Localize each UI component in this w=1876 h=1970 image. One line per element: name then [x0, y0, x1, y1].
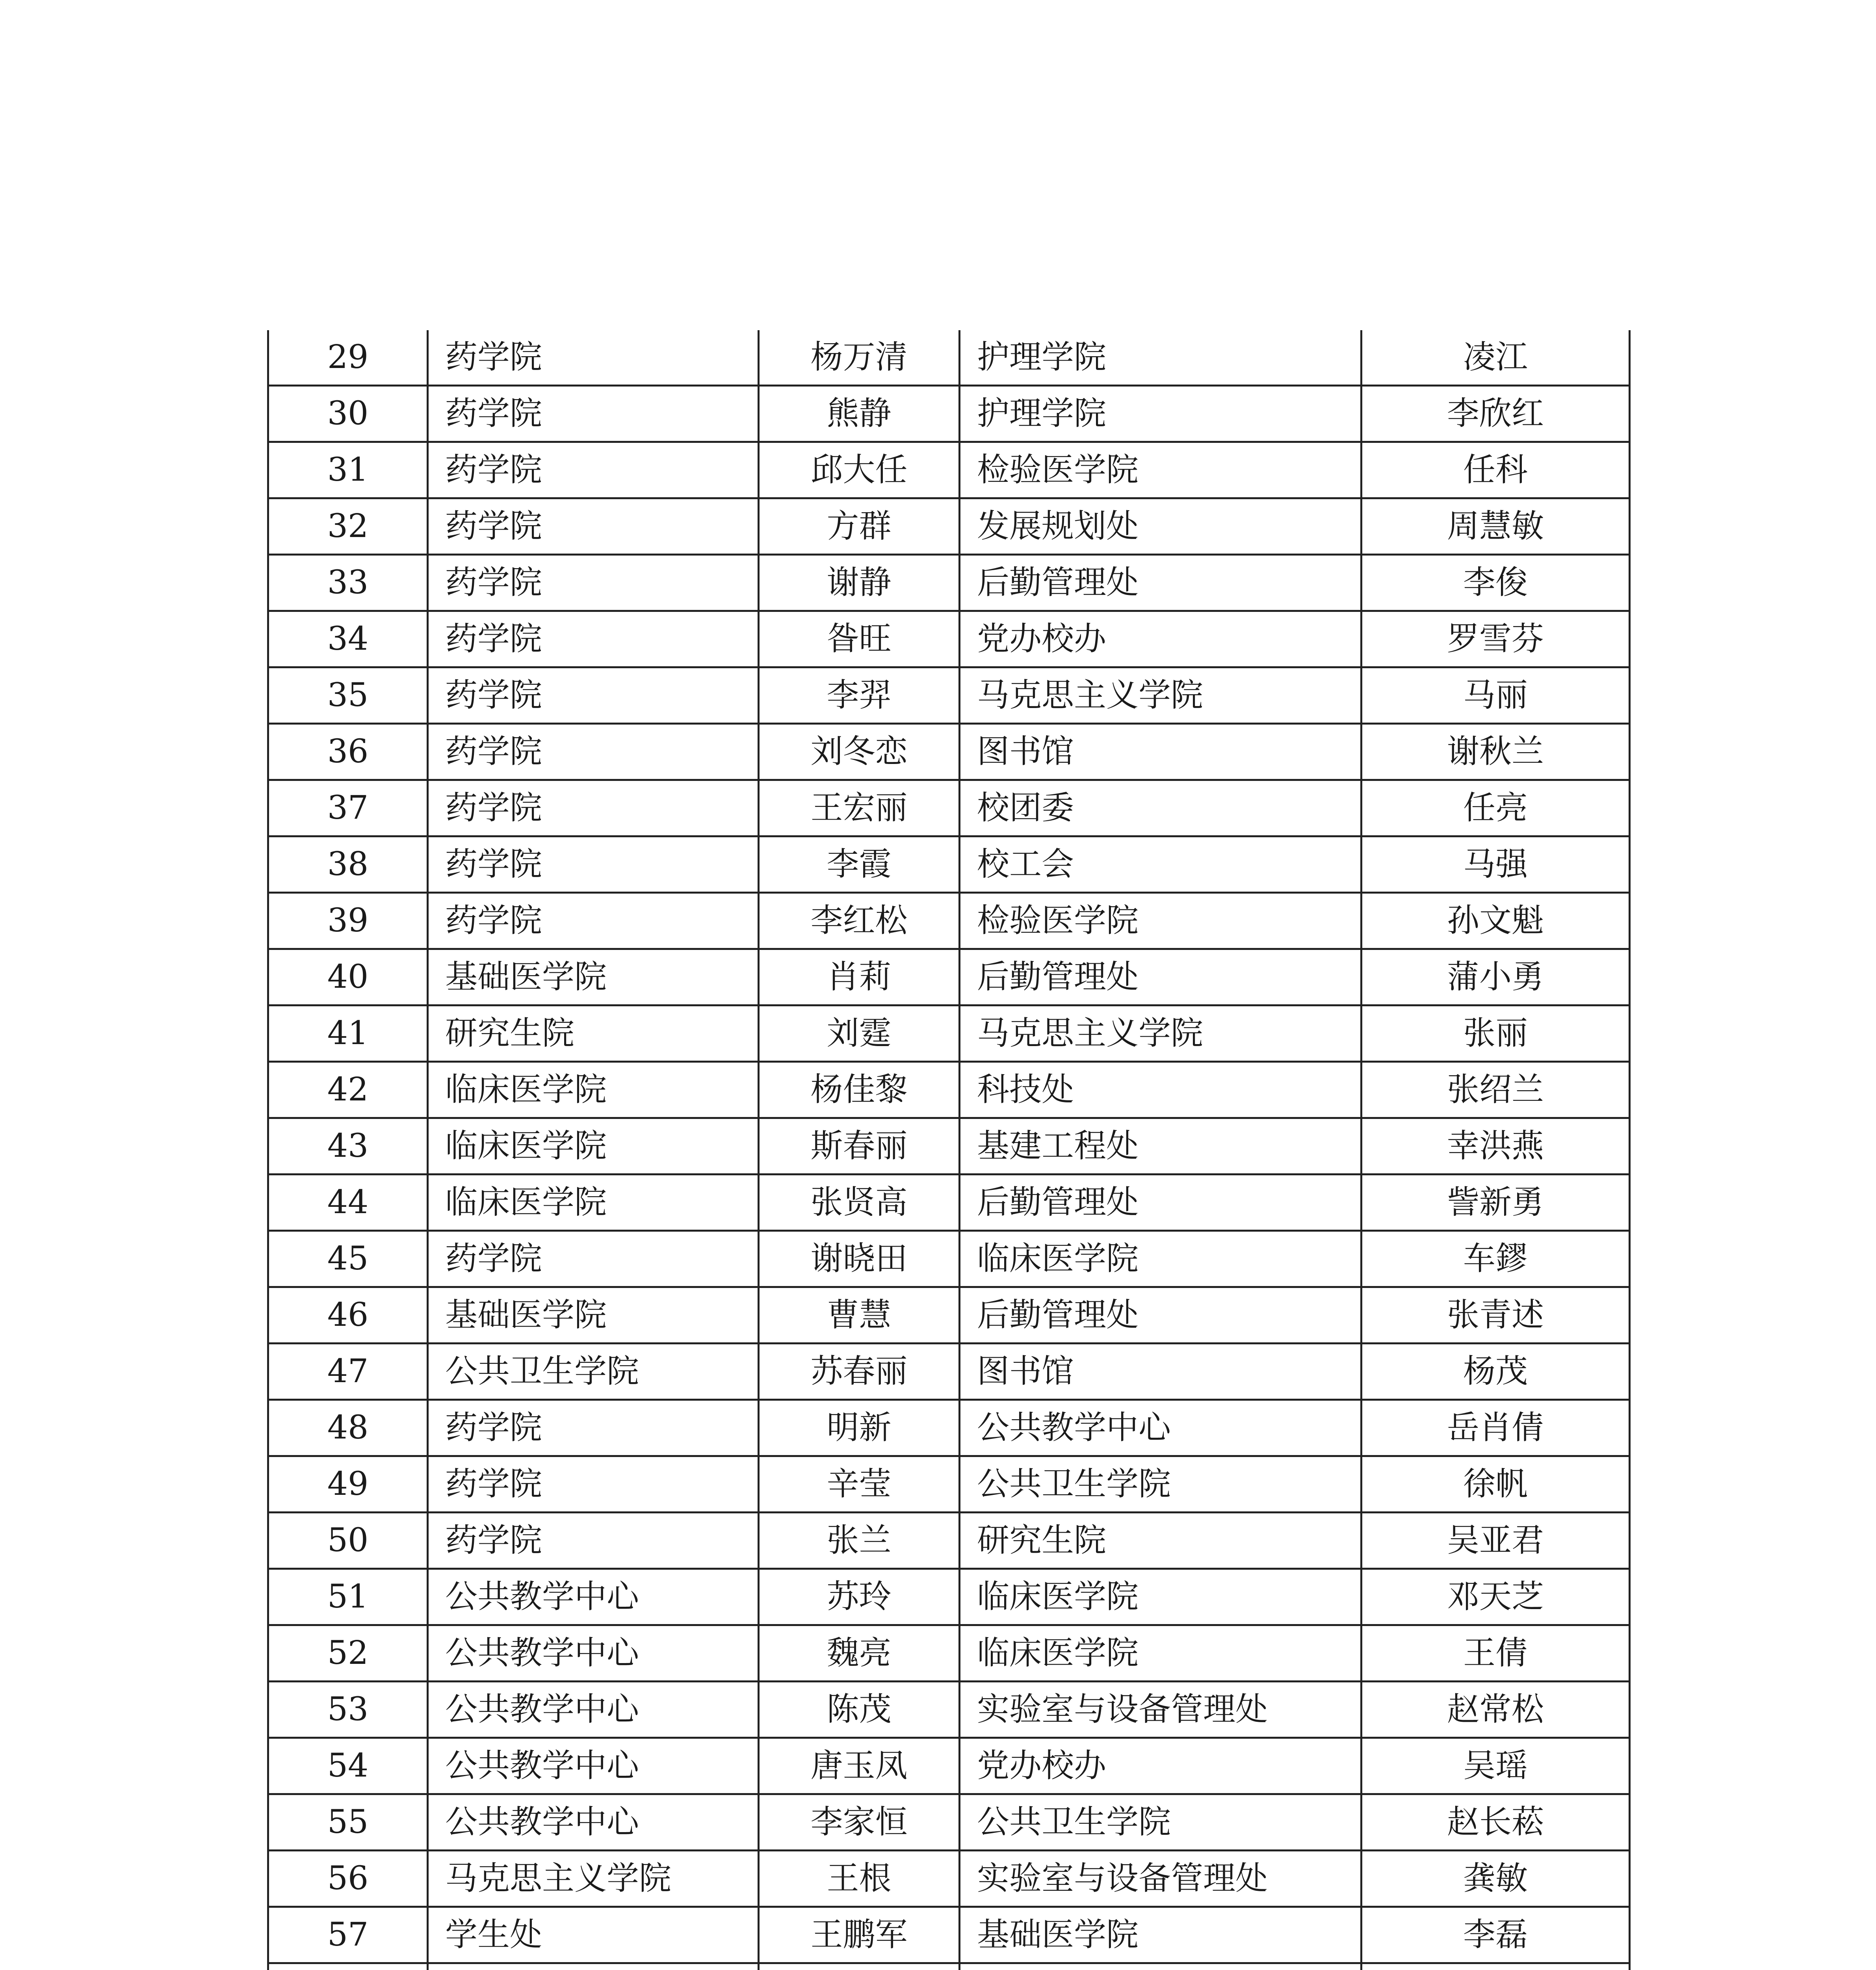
- partner-cell: 孙文魁: [1361, 893, 1630, 949]
- table-row: [268, 498, 1630, 555]
- unit-cell: 公共教学中心: [428, 1682, 759, 1738]
- name-cell: 王根: [759, 1851, 960, 1907]
- department-cell: 临床医学院: [960, 1569, 1361, 1625]
- partner-cell: 凌江: [1361, 330, 1630, 386]
- name-cell: 张兰: [759, 1513, 960, 1569]
- department-cell: 校工会: [960, 836, 1361, 893]
- name-cell: 辛莹: [759, 1456, 960, 1513]
- partner-cell: 李俊: [1361, 555, 1630, 611]
- unit-cell: 公共卫生学院: [428, 1344, 759, 1400]
- row-number-cell: 55: [268, 1794, 428, 1851]
- row-number-cell: 48: [268, 1400, 428, 1456]
- partner-cell: 任亮: [1361, 780, 1630, 836]
- name-cell: 张贤高: [759, 1175, 960, 1231]
- name-cell: 斯春丽: [759, 1118, 960, 1175]
- row-number-cell: 35: [268, 667, 428, 724]
- table-row: [268, 1738, 1630, 1794]
- table-row: [268, 555, 1630, 611]
- row-number-cell: 30: [268, 386, 428, 442]
- unit-cell: 药学院: [428, 780, 759, 836]
- name-cell: 熊静: [759, 386, 960, 442]
- department-cell: 公共卫生学院: [960, 1456, 1361, 1513]
- department-cell: 基建工程处: [960, 1118, 1361, 1175]
- table-row: [268, 1456, 1630, 1513]
- unit-cell: 临床医学院: [428, 1062, 759, 1118]
- name-cell: 曹慧: [759, 1287, 960, 1344]
- partner-cell: 龚敏: [1361, 1851, 1630, 1907]
- table-row: [268, 1794, 1630, 1851]
- partner-cell: 幸洪燕: [1361, 1118, 1630, 1175]
- row-number-cell: 44: [268, 1175, 428, 1231]
- row-number-cell: 40: [268, 949, 428, 1005]
- department-cell: 后勤管理处: [960, 1287, 1361, 1344]
- unit-cell: 药学院: [428, 1456, 759, 1513]
- department-cell: 科技处: [960, 1062, 1361, 1118]
- table-row: [268, 1231, 1630, 1287]
- name-cell: 方群: [759, 498, 960, 555]
- department-cell: 图书馆: [960, 1344, 1361, 1400]
- unit-cell: 临床医学院: [428, 1175, 759, 1231]
- department-cell: 护理学院: [960, 386, 1361, 442]
- row-number-cell: 52: [268, 1625, 428, 1682]
- partner-cell: 李欣红: [1361, 386, 1630, 442]
- unit-cell: 药学院: [428, 330, 759, 386]
- row-number-cell: 36: [268, 724, 428, 780]
- unit-cell: 基础医学院: [428, 1287, 759, 1344]
- unit-cell: 药学院: [428, 1513, 759, 1569]
- unit-cell: 药学院: [428, 611, 759, 667]
- table-row: [268, 724, 1630, 780]
- partner-cell: 罗雪芬: [1361, 611, 1630, 667]
- partner-cell: 马丽: [1361, 667, 1630, 724]
- name-cell: 杨万清: [759, 330, 960, 386]
- partner-cell: 吴亚君: [1361, 1513, 1630, 1569]
- table-row: [268, 667, 1630, 724]
- department-cell: 公共卫生学院: [960, 1794, 1361, 1851]
- pairing-table-container: [267, 330, 1629, 1970]
- table-row: [268, 1513, 1630, 1569]
- unit-cell: 基础医学院: [428, 949, 759, 1005]
- partner-cell: 王倩: [1361, 1625, 1630, 1682]
- name-cell: 陈茂: [759, 1682, 960, 1738]
- row-number-cell: 37: [268, 780, 428, 836]
- name-cell: 魏亮: [759, 1625, 960, 1682]
- department-cell: 马克思主义学院: [960, 667, 1361, 724]
- department-cell: 研究生院: [960, 1513, 1361, 1569]
- department-cell: 检验医学院: [960, 442, 1361, 498]
- table-row: [268, 611, 1630, 667]
- table-row: [268, 1682, 1630, 1738]
- partner-cell: 邓天芝: [1361, 1569, 1630, 1625]
- unit-cell: 药学院: [428, 1231, 759, 1287]
- table-row: [268, 1963, 1630, 1970]
- department-cell: 校团委: [960, 780, 1361, 836]
- row-number-cell: 53: [268, 1682, 428, 1738]
- partner-cell: 岳肖倩: [1361, 1400, 1630, 1456]
- row-number-cell: 38: [268, 836, 428, 893]
- partner-cell: 吴瑶: [1361, 1738, 1630, 1794]
- name-cell: 昝旺: [759, 611, 960, 667]
- table-row: [268, 1907, 1630, 1963]
- department-cell: 党办校办: [960, 1738, 1361, 1794]
- unit-cell: 研究生院: [428, 1005, 759, 1062]
- table-row: [268, 1625, 1630, 1682]
- unit-cell: 药学院: [428, 836, 759, 893]
- partner-cell: 李磊: [1361, 1907, 1630, 1963]
- department-cell: 发展规划处: [960, 498, 1361, 555]
- partner-cell: 赵常松: [1361, 1682, 1630, 1738]
- department-cell: 马克思主义学院: [960, 1005, 1361, 1062]
- partner-cell: 徐帆: [1361, 1456, 1630, 1513]
- name-cell: 杨佳黎: [759, 1062, 960, 1118]
- row-number-cell: 32: [268, 498, 428, 555]
- unit-cell: 公共教学中心: [428, 1625, 759, 1682]
- department-cell: 后勤管理处: [960, 1175, 1361, 1231]
- department-cell: 实验室与设备管理处: [960, 1682, 1361, 1738]
- name-cell: 刘霆: [759, 1005, 960, 1062]
- department-cell: 后勤管理处: [960, 555, 1361, 611]
- row-number-cell: 47: [268, 1344, 428, 1400]
- unit-cell: 药学院: [428, 724, 759, 780]
- partner-cell: 张青述: [1361, 1287, 1630, 1344]
- row-number-cell: 54: [268, 1738, 428, 1794]
- partner-cell: 张绍兰: [1361, 1062, 1630, 1118]
- row-number-cell: 42: [268, 1062, 428, 1118]
- department-cell: 图书馆: [960, 724, 1361, 780]
- name-cell: [759, 1963, 960, 1970]
- unit-cell: 公共教学中心: [428, 1738, 759, 1794]
- table-row: [268, 949, 1630, 1005]
- department-cell: 实验室与设备管理处: [960, 1851, 1361, 1907]
- partner-cell: [1361, 1963, 1630, 1970]
- name-cell: 王宏丽: [759, 780, 960, 836]
- department-cell: 基础医学院: [960, 1907, 1361, 1963]
- unit-cell: 公共教学中心: [428, 1794, 759, 1851]
- table-body: [268, 330, 1630, 1970]
- row-number-cell: 31: [268, 442, 428, 498]
- unit-cell: 药学院: [428, 555, 759, 611]
- unit-cell: 马克思主义学院: [428, 1851, 759, 1907]
- department-cell: 后勤管理处: [960, 949, 1361, 1005]
- table-row: [268, 1062, 1630, 1118]
- name-cell: 王鹏军: [759, 1907, 960, 1963]
- row-number-cell: 34: [268, 611, 428, 667]
- row-number-cell: 50: [268, 1513, 428, 1569]
- row-number-cell: 43: [268, 1118, 428, 1175]
- partner-cell: 蒲小勇: [1361, 949, 1630, 1005]
- unit-cell: 药学院: [428, 893, 759, 949]
- table-row: [268, 836, 1630, 893]
- unit-cell: 学生处: [428, 1907, 759, 1963]
- table-row: [268, 893, 1630, 949]
- department-cell: 检验医学院: [960, 893, 1361, 949]
- unit-cell: [428, 1963, 759, 1970]
- pairing-table: [267, 330, 1631, 1970]
- row-number-cell: 39: [268, 893, 428, 949]
- partner-cell: 杨茂: [1361, 1344, 1630, 1400]
- row-number-cell: 45: [268, 1231, 428, 1287]
- unit-cell: 药学院: [428, 667, 759, 724]
- name-cell: 李红松: [759, 893, 960, 949]
- name-cell: 苏春丽: [759, 1344, 960, 1400]
- partner-cell: 周慧敏: [1361, 498, 1630, 555]
- row-number-cell: 56: [268, 1851, 428, 1907]
- table-row: [268, 1005, 1630, 1062]
- unit-cell: 药学院: [428, 386, 759, 442]
- name-cell: 李家恒: [759, 1794, 960, 1851]
- name-cell: 李羿: [759, 667, 960, 724]
- name-cell: 谢晓田: [759, 1231, 960, 1287]
- row-number-cell: 29: [268, 330, 428, 386]
- row-number-cell: 49: [268, 1456, 428, 1513]
- row-number-cell: [268, 1963, 428, 1970]
- department-cell: 护理学院: [960, 330, 1361, 386]
- table-row: [268, 1569, 1630, 1625]
- row-number-cell: 51: [268, 1569, 428, 1625]
- name-cell: 邱大任: [759, 442, 960, 498]
- table-row: [268, 1400, 1630, 1456]
- table-row: [268, 1287, 1630, 1344]
- row-number-cell: 41: [268, 1005, 428, 1062]
- partner-cell: 赵长菘: [1361, 1794, 1630, 1851]
- unit-cell: 临床医学院: [428, 1118, 759, 1175]
- name-cell: 肖莉: [759, 949, 960, 1005]
- unit-cell: 药学院: [428, 1400, 759, 1456]
- partner-cell: 任科: [1361, 442, 1630, 498]
- name-cell: 唐玉凤: [759, 1738, 960, 1794]
- table-row: [268, 1344, 1630, 1400]
- name-cell: 苏玲: [759, 1569, 960, 1625]
- name-cell: 谢静: [759, 555, 960, 611]
- unit-cell: 公共教学中心: [428, 1569, 759, 1625]
- row-number-cell: 57: [268, 1907, 428, 1963]
- row-number-cell: 46: [268, 1287, 428, 1344]
- department-cell: 临床医学院: [960, 1231, 1361, 1287]
- name-cell: 李霞: [759, 836, 960, 893]
- table-row: [268, 330, 1630, 386]
- table-row: [268, 442, 1630, 498]
- name-cell: 刘冬恋: [759, 724, 960, 780]
- table-row: [268, 780, 1630, 836]
- row-number-cell: 33: [268, 555, 428, 611]
- department-cell: 公共教学中心: [960, 1400, 1361, 1456]
- name-cell: 明新: [759, 1400, 960, 1456]
- partner-cell: 马强: [1361, 836, 1630, 893]
- partner-cell: 张丽: [1361, 1005, 1630, 1062]
- partner-cell: 訾新勇: [1361, 1175, 1630, 1231]
- department-cell: [960, 1963, 1361, 1970]
- department-cell: 党办校办: [960, 611, 1361, 667]
- table-row: [268, 1118, 1630, 1175]
- table-row: [268, 386, 1630, 442]
- partner-cell: 谢秋兰: [1361, 724, 1630, 780]
- department-cell: 临床医学院: [960, 1625, 1361, 1682]
- table-row: [268, 1175, 1630, 1231]
- partner-cell: 车鏐: [1361, 1231, 1630, 1287]
- table-row: [268, 1851, 1630, 1907]
- unit-cell: 药学院: [428, 442, 759, 498]
- unit-cell: 药学院: [428, 498, 759, 555]
